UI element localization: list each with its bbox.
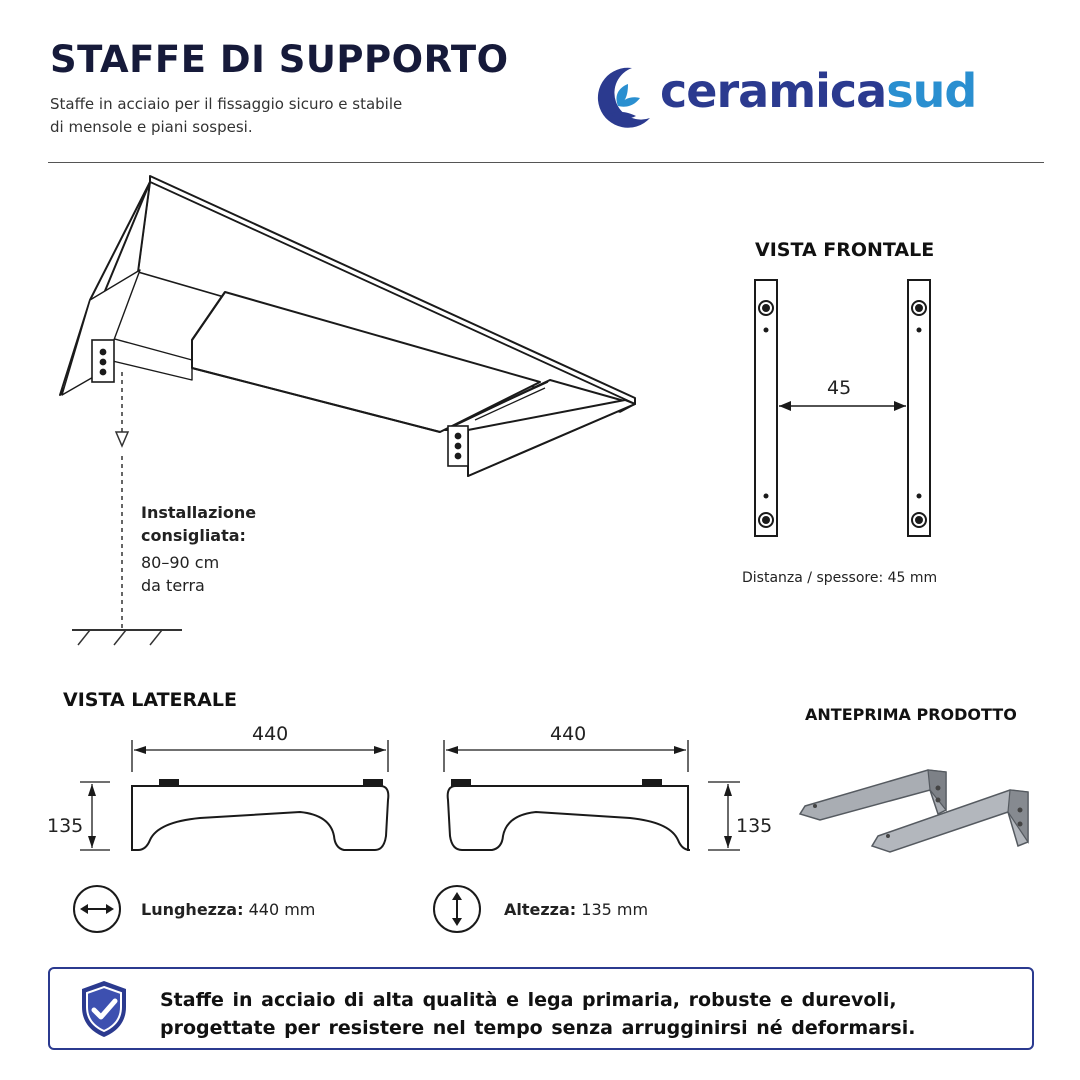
length-spec bbox=[141, 900, 315, 919]
subtitle-line-2: di mensole e piani sospesi. bbox=[50, 118, 253, 136]
front-view-drawing bbox=[755, 280, 930, 536]
product-preview-image bbox=[800, 770, 1028, 852]
page-title: STAFFE DI SUPPORTO bbox=[50, 38, 509, 81]
installation-heading-line-1: Installazione bbox=[141, 503, 257, 522]
side-right-height-label: 135 bbox=[736, 815, 773, 837]
front-view-heading: VISTA FRONTALE bbox=[755, 239, 935, 261]
subtitle-line-1: Staffe in acciaio per il fissaggio sicuro e stabile bbox=[50, 95, 403, 113]
side-right-length-label: 440 bbox=[550, 723, 587, 745]
quality-statement-line-2: progettate per resistere nel tempo senza arrugginirsi né deformarsi. bbox=[160, 1017, 916, 1039]
quality-statement-line-1: Staffe in acciaio di alta qualità e lega primaria, robuste e durevoli, bbox=[160, 989, 897, 1011]
height-spec bbox=[504, 900, 648, 919]
brand-name: ceramicasud bbox=[660, 64, 977, 118]
installation-heading-line-2: consigliata: bbox=[141, 526, 246, 545]
shield-check-icon bbox=[78, 979, 130, 1039]
height-spec-value: 135 mm bbox=[581, 900, 649, 919]
quality-banner bbox=[48, 967, 1034, 1050]
height-spec-label: Altezza: bbox=[504, 900, 577, 919]
front-view-caption: Distanza / spessore: 45 mm bbox=[742, 570, 938, 586]
installation-value-line-2: da terra bbox=[141, 576, 205, 595]
front-gap-label: 45 bbox=[827, 377, 852, 399]
isometric-shelf-drawing bbox=[60, 176, 635, 476]
side-left-length-label: 440 bbox=[252, 723, 289, 745]
side-left-height-label: 135 bbox=[47, 815, 84, 837]
side-view-right-drawing bbox=[448, 780, 690, 850]
length-spec-value: 440 mm bbox=[248, 900, 316, 919]
preview-heading: ANTEPRIMA PRODOTTO bbox=[805, 705, 1017, 724]
installation-value-line-1: 80–90 cm bbox=[141, 553, 220, 572]
side-view-heading: VISTA LATERALE bbox=[63, 689, 237, 711]
bracket-plate-left bbox=[92, 340, 114, 382]
bracket-plate-right bbox=[448, 426, 468, 466]
length-spec-label: Lunghezza: bbox=[141, 900, 244, 919]
front-gap-dimension bbox=[779, 401, 906, 411]
quality-statement bbox=[160, 986, 915, 1042]
vertical-arrow-icon bbox=[434, 886, 480, 932]
horizontal-arrow-icon bbox=[74, 886, 120, 932]
side-view-left-drawing bbox=[132, 780, 388, 850]
